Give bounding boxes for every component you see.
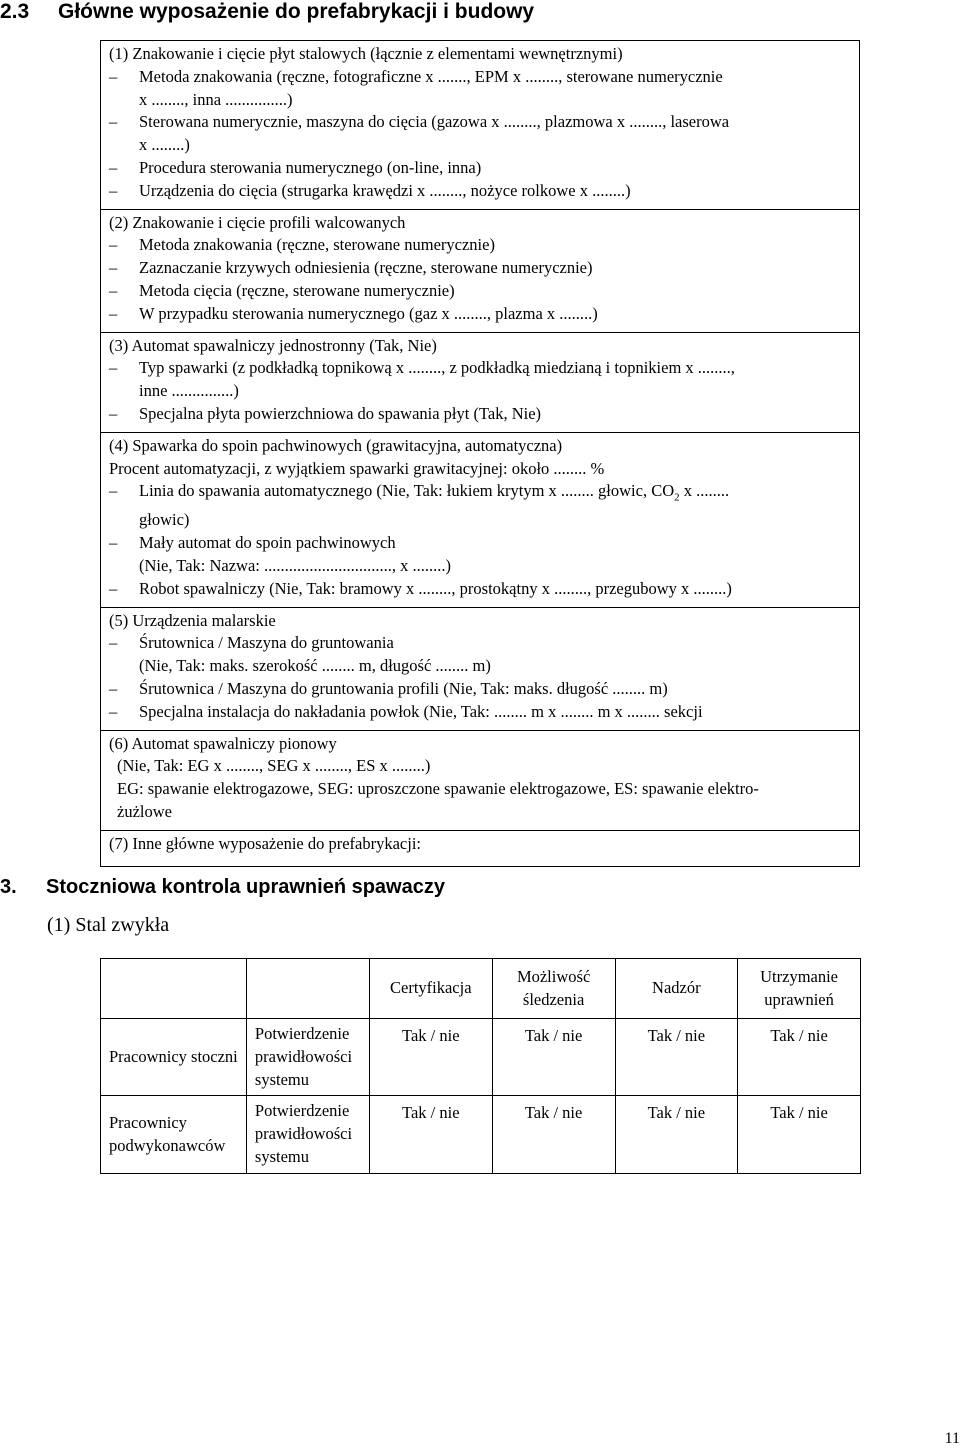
row-label: Pracownicy stoczni <box>101 1019 247 1096</box>
list-item: – Śrutownica / Maszyna do gruntowania (Nie, Tak: maks. szerokość ........ m, długość ........ m) <box>109 633 491 676</box>
table-corner-cell <box>101 959 247 1019</box>
table-cell: Tak / nie <box>369 1096 492 1173</box>
list-item: – Sterowana numerycznie, maszyna do cięcia (gazowa x ........, plazmowa x ........, laserowa x ........) <box>109 112 730 155</box>
table-header: Utrzymanie uprawnień <box>738 959 861 1019</box>
subsection-title: (1) Stal zwykła <box>47 914 170 936</box>
list-item: – Specjalna instalacja do nakładania powłok (Nie, Tak: ........ m x ........ m x ........ sekcji <box>109 701 703 721</box>
table-cell: Tak / nie <box>369 1019 492 1096</box>
list-item: – Zaznaczanie krzywych odniesienia (ręczne, sterowane numerycznie) <box>109 258 593 278</box>
section-line: EG: spawanie elektrogazowe, SEG: uproszczone spawanie elektrogazowe, ES: spawanie elektro- <box>117 779 759 799</box>
section-title: (7) Inne główne wyposażenie do prefabrykacji: <box>109 833 422 853</box>
list-item: – Robot spawalniczy (Nie, Tak: bramowy x ........, prostokątny x ........, przegubowy x ........) <box>109 578 732 598</box>
list-item: – W przypadku sterowania numerycznego (gaz x ........, plazma x ........) <box>109 303 598 323</box>
automation-note: Procent automatyzacji, z wyjątkiem spawarki grawitacyjnej: około ........ % <box>109 458 605 478</box>
table-header: Certyfikacja <box>369 959 492 1019</box>
equipment-section-4 <box>101 432 859 607</box>
section-title: Główne wyposażenie do prefabrykacji i budowy <box>58 0 535 23</box>
table-cell: Tak / nie <box>492 1096 615 1173</box>
equipment-section-5 <box>101 607 859 730</box>
section-title: (6) Automat spawalniczy pionowy <box>109 733 337 753</box>
table-corner-cell <box>246 959 369 1019</box>
table-cell: Tak / nie <box>492 1019 615 1096</box>
list-item: – Mały automat do spoin pachwinowych (Nie, Tak: Nazwa: ..............................., x ........) <box>109 533 451 576</box>
section-title: (1) Znakowanie i cięcie płyt stalowych (łącznie z elementami wewnętrznymi) <box>109 44 623 63</box>
table-row <box>101 1019 861 1096</box>
equipment-section-1 <box>101 41 859 209</box>
row-sublabel: Potwierdzenie prawidłowości systemu <box>246 1019 369 1096</box>
table-cell: Tak / nie <box>738 1096 861 1173</box>
page-number: 11 <box>944 1430 960 1447</box>
list-item: – Procedura sterowania numerycznego (on-line, inna) <box>109 157 482 177</box>
list-item: – Typ spawarki (z podkładką topnikową x ........, z podkładką miedzianą i topnikiem x ........, inne ...............) <box>109 358 735 401</box>
section-title: (5) Urządzenia malarskie <box>109 610 276 630</box>
list-item: – Linia do spawania automatycznego (Nie, Tak: łukiem krytym x ........ głowic, $CO_2$ x ........ głowic) <box>109 481 730 530</box>
row-sublabel: Potwierdzenie prawidłowości systemu <box>246 1096 369 1173</box>
section-number: 2.3 <box>0 0 30 23</box>
list-item: – Urządzenia do cięcia (strugarka krawędzi x ........, nożyce rolkowe x ........) <box>109 180 631 200</box>
chapter-heading <box>0 876 445 899</box>
table-header: Możliwość śledzenia <box>492 959 615 1019</box>
table-header: Nadzór <box>615 959 738 1019</box>
table-header-row <box>101 959 861 1019</box>
qualification-table <box>100 958 861 1174</box>
equipment-section-2 <box>101 209 859 332</box>
table-cell: Tak / nie <box>615 1096 738 1173</box>
list-item: – Metoda znakowania (ręczne, sterowane numerycznie) <box>109 235 495 255</box>
equipment-section-7 <box>101 830 859 866</box>
row-label: Pracownicy podwykonawców <box>101 1096 247 1173</box>
equipment-box <box>100 40 860 867</box>
table-cell: Tak / nie <box>615 1019 738 1096</box>
table-row <box>101 1096 861 1173</box>
equipment-section-3 <box>101 332 859 432</box>
section-title: (2) Znakowanie i cięcie profili walcowanych <box>109 212 406 232</box>
table-cell: Tak / nie <box>738 1019 861 1096</box>
section-title: (3) Automat spawalniczy jednostronny (Tak, Nie) <box>109 335 437 355</box>
section-line: (Nie, Tak: EG x ........, SEG x ........, ES x ........) <box>117 756 431 776</box>
section-line: żużlowe <box>117 802 172 821</box>
list-item: – Metoda znakowania (ręczne, fotograficzne x ......., EPM x ........, sterowane numerycznie x ........, inna ...............) <box>109 66 723 109</box>
section-heading <box>0 0 534 24</box>
list-item: – Śrutownica / Maszyna do gruntowania profili (Nie, Tak: maks. długość ........ m) <box>109 679 668 699</box>
equipment-section-6 <box>101 730 859 830</box>
list-item: – Metoda cięcia (ręczne, sterowane numerycznie) <box>109 280 455 300</box>
chapter-title: Stoczniowa kontrola uprawnień spawaczy <box>46 876 445 898</box>
section-title: (4) Spawarka do spoin pachwinowych (grawitacyjna, automatyczna) <box>109 435 563 455</box>
list-item: – Specjalna płyta powierzchniowa do spawania płyt (Tak, Nie) <box>109 403 542 423</box>
chapter-number: 3. <box>0 876 17 898</box>
